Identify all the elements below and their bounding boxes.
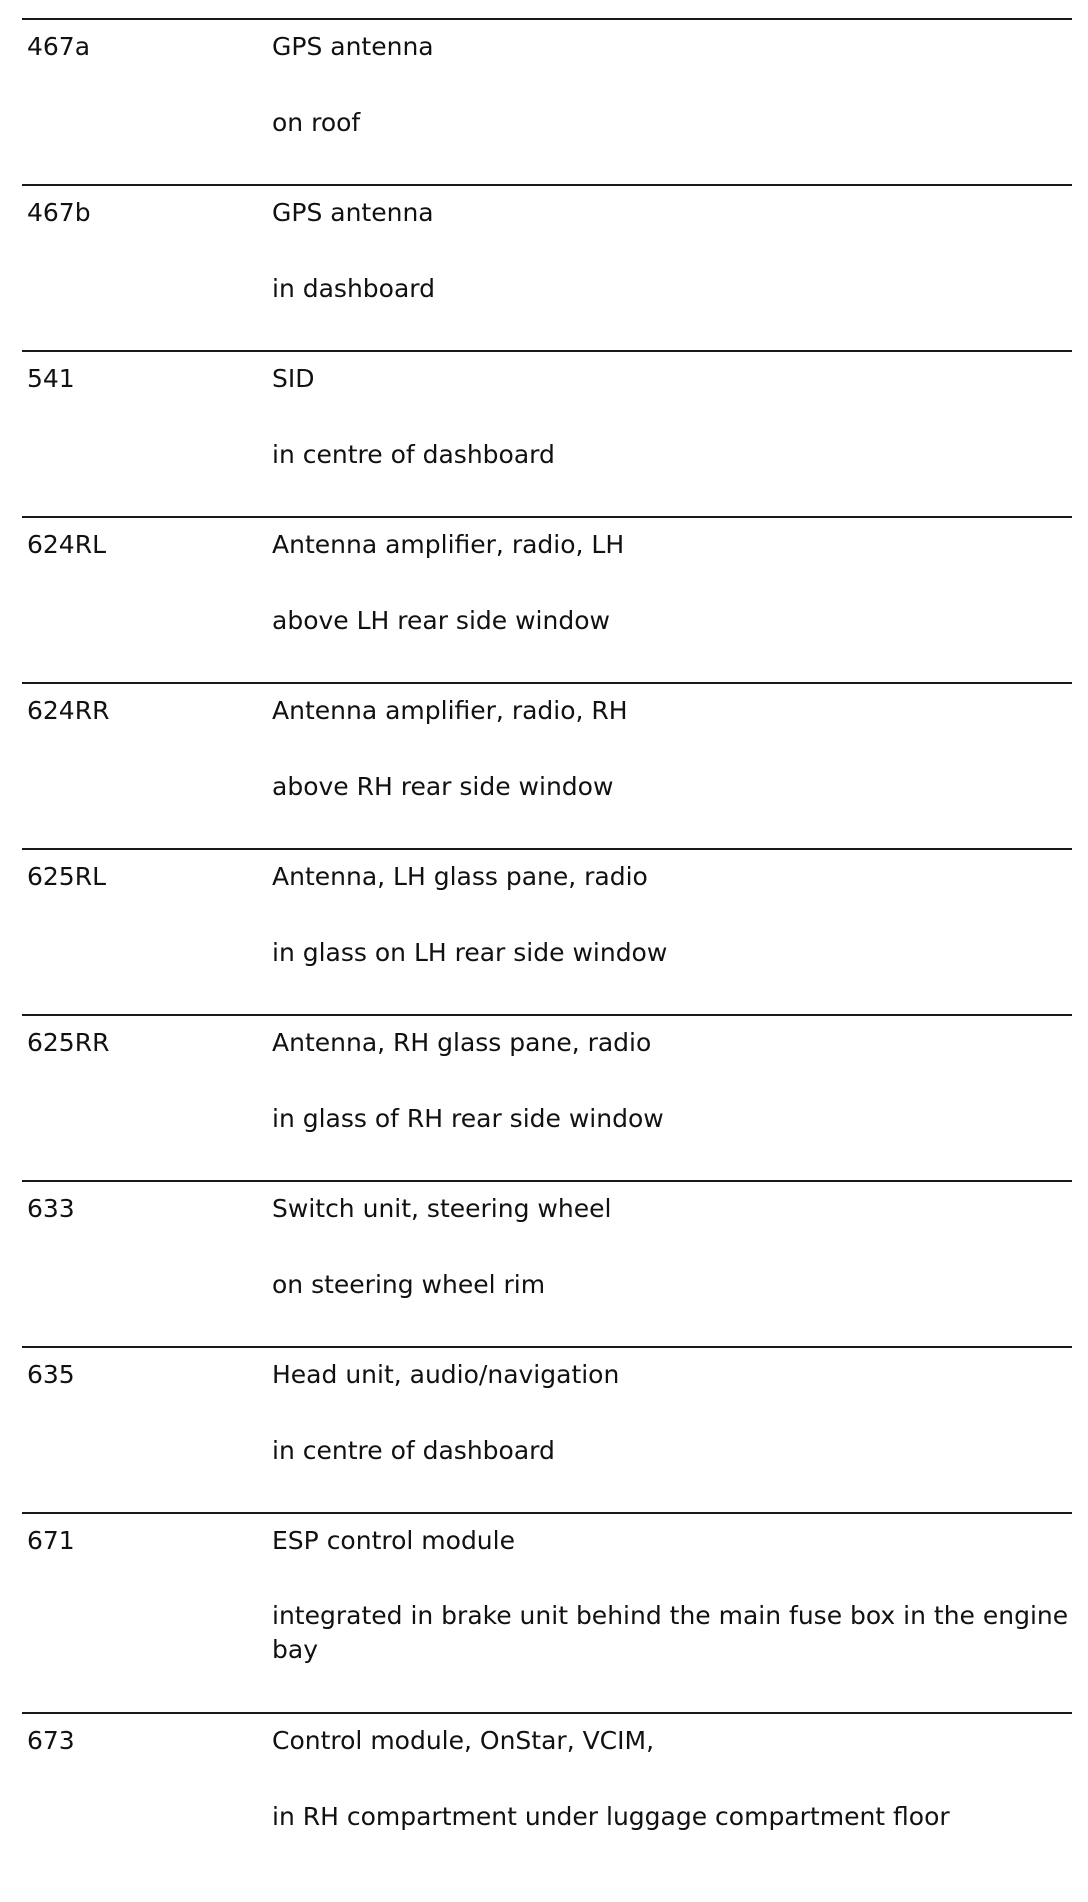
component-code: 625RR: [27, 1028, 110, 1057]
component-name: Switch unit, steering wheel: [272, 1194, 612, 1223]
component-name: Antenna, LH glass pane, radio: [272, 862, 648, 891]
component-code: 541: [27, 364, 75, 393]
table-row: [22, 1712, 1072, 1902]
component-name: Control module, OnStar, VCIM,: [272, 1726, 655, 1755]
component-name: GPS antenna: [272, 198, 434, 227]
component-location: in RH compartment under luggage compartment floor: [272, 1802, 950, 1831]
component-name: Antenna amplifier, radio, RH: [272, 696, 628, 725]
component-code: 467b: [27, 198, 91, 227]
component-location: above RH rear side window: [272, 772, 614, 801]
component-code: 625RL: [27, 862, 107, 891]
component-location: above LH rear side window: [272, 606, 610, 635]
component-location: in dashboard: [272, 274, 435, 303]
component-code: 624RL: [27, 530, 107, 559]
component-code: 624RR: [27, 696, 110, 725]
component-code: 467a: [27, 32, 91, 61]
table-row: [22, 1346, 1072, 1512]
component-location: integrated in brake unit behind the main fuse box in the engine bay: [272, 1601, 1069, 1664]
table-row: [22, 184, 1072, 350]
component-name: SID: [272, 364, 315, 393]
table-row: [22, 1014, 1072, 1180]
component-location: on roof: [272, 108, 361, 137]
component-location: in glass on LH rear side window: [272, 938, 668, 967]
component-name: Head unit, audio/navigation: [272, 1360, 620, 1389]
component-location: in centre of dashboard: [272, 440, 555, 469]
table-row: [22, 1180, 1072, 1346]
component-code: 635: [27, 1360, 75, 1389]
component-location: in glass of RH rear side window: [272, 1104, 664, 1133]
table-row: [22, 848, 1072, 1014]
component-code: 633: [27, 1194, 75, 1223]
table-row: [22, 516, 1072, 682]
component-name: ESP control module: [272, 1526, 515, 1555]
table-row: [22, 1512, 1072, 1712]
table-row: [22, 350, 1072, 516]
table-row: [22, 18, 1072, 184]
component-code: 671: [27, 1526, 75, 1555]
component-location: on steering wheel rim: [272, 1270, 546, 1299]
component-code: 673: [27, 1726, 75, 1755]
component-location: in centre of dashboard: [272, 1436, 555, 1465]
component-name: GPS antenna: [272, 32, 434, 61]
component-name: Antenna amplifier, radio, LH: [272, 530, 625, 559]
component-table: [22, 18, 1072, 1902]
component-name: Antenna, RH glass pane, radio: [272, 1028, 652, 1057]
table-row: [22, 682, 1072, 848]
